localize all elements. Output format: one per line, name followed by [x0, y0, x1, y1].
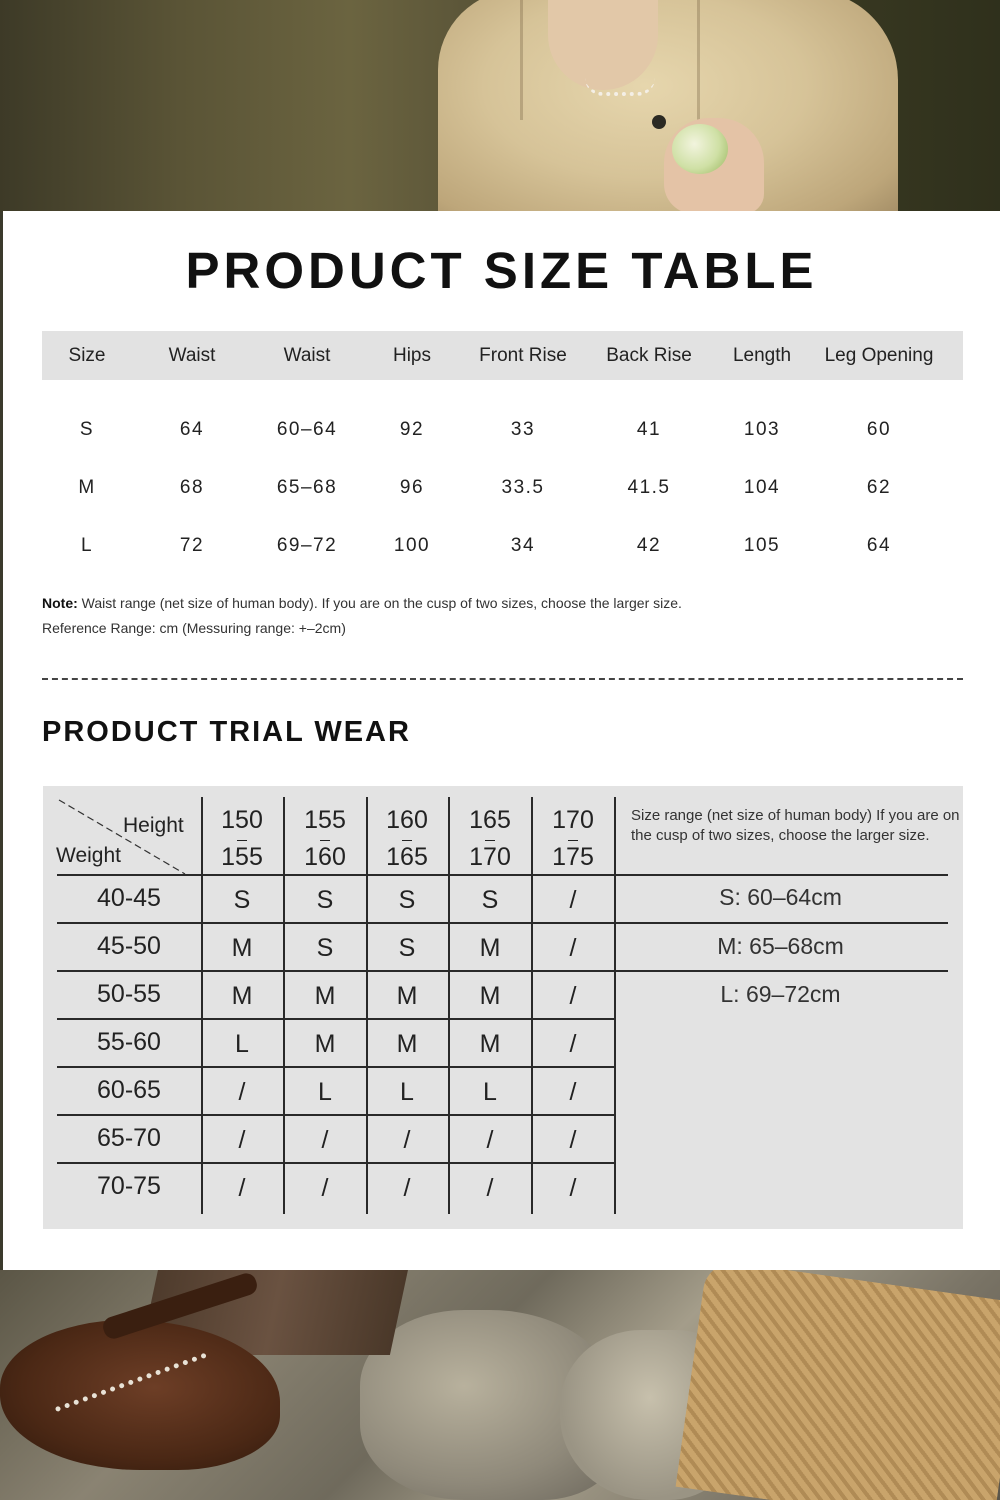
recommended-size-cell: / [569, 1125, 577, 1154]
height-dash [237, 840, 247, 841]
size-column-header: Size [68, 345, 106, 366]
size-table-cell: 41 [636, 419, 662, 440]
weight-range-cell: 65-70 [97, 1123, 161, 1152]
weight-range-cell: 70-75 [97, 1171, 161, 1200]
recommended-size-cell: M [479, 1029, 501, 1058]
size-table-cell: 100 [393, 535, 431, 556]
height-top: 150 [221, 806, 263, 834]
height-top: 165 [469, 806, 511, 834]
size-table-cell: 105 [743, 535, 781, 556]
recommended-size-cell: / [321, 1125, 329, 1154]
size-table-cell: 60–64 [276, 419, 338, 440]
recommended-size-cell: / [569, 1029, 577, 1058]
recommended-size-cell: L [400, 1077, 414, 1106]
recommended-size-cell: L [235, 1029, 249, 1058]
reference-range: Reference Range: cm (Messuring range: +–2cm) [42, 620, 346, 636]
recommended-size-cell: M [314, 1029, 336, 1058]
height-column-header [449, 802, 531, 876]
size-table-cell: 41.5 [627, 477, 671, 498]
recommended-size-cell: / [569, 981, 577, 1010]
weight-range-cell: 45-50 [97, 931, 161, 960]
weight-range-cell: 60-65 [97, 1075, 161, 1104]
size-column-header: Leg Opening [824, 345, 934, 366]
size-range-label: L: 69–72cm [720, 981, 841, 1007]
size-table-cell: M [78, 477, 96, 498]
size-table-cell: 92 [399, 419, 425, 440]
height-top: 170 [552, 806, 594, 834]
height-bottom: 170 [469, 843, 511, 871]
size-column-header: Hips [392, 345, 432, 366]
size-table-row [42, 468, 963, 508]
size-table-cell: 69–72 [276, 535, 338, 556]
height-column-header [366, 802, 448, 876]
height-bottom: 160 [304, 843, 346, 871]
size-table-cell: S [79, 419, 95, 440]
recommended-size-cell: M [231, 933, 253, 962]
height-bottom: 155 [221, 843, 263, 871]
recommended-size-cell: / [569, 1173, 577, 1202]
height-axis-label: Height [123, 814, 184, 837]
size-table-cell: 64 [179, 419, 205, 440]
recommended-size-cell: S [398, 933, 416, 962]
recommended-size-cell: L [483, 1077, 497, 1106]
size-table-cell: 33 [510, 419, 536, 440]
recommended-size-cell: / [321, 1173, 329, 1202]
size-table-row [42, 410, 963, 450]
size-table-cell: L [80, 535, 94, 556]
size-column-header: Front Rise [479, 345, 567, 366]
recommended-size-cell: L [318, 1077, 332, 1106]
recommended-size-cell: / [486, 1125, 494, 1154]
recommended-size-cell: S [398, 885, 416, 914]
size-table-cell: 68 [179, 477, 205, 498]
size-table-cell: 96 [399, 477, 425, 498]
trial-wear-title: PRODUCT TRIAL WEAR [42, 716, 411, 748]
size-table-cell: 104 [743, 477, 781, 498]
size-note: Note: Waist range (net size of human body). If you are on the cusp of two sizes, choose the larger size. [42, 595, 682, 611]
height-dash [320, 840, 330, 841]
recommended-size-cell: / [569, 933, 577, 962]
height-bottom: 175 [552, 843, 594, 871]
section-divider [42, 678, 963, 680]
recommended-size-cell: M [479, 981, 501, 1010]
size-table-cell: 60 [866, 419, 892, 440]
size-column-header: Back Rise [606, 345, 692, 366]
height-dash [402, 840, 412, 841]
recommended-size-cell: M [479, 933, 501, 962]
recommended-size-cell: / [486, 1173, 494, 1202]
recommended-size-cell: M [314, 981, 336, 1010]
size-table-cell: 65–68 [276, 477, 338, 498]
size-table-cell: 103 [743, 419, 781, 440]
trial-wear-table [43, 786, 963, 1229]
recommended-size-cell: M [396, 1029, 418, 1058]
size-column-header: Length [732, 345, 792, 366]
height-column-header [201, 802, 283, 876]
size-table-cell: 34 [510, 535, 536, 556]
recommended-size-cell: / [238, 1125, 246, 1154]
size-range-label: M: 65–68cm [717, 933, 844, 959]
weight-range-cell: 50-55 [97, 979, 161, 1008]
recommended-size-cell: / [569, 1077, 577, 1106]
weight-axis-label: Weight [56, 844, 121, 867]
size-table-cell: 62 [866, 477, 892, 498]
recommended-size-cell: S [481, 885, 499, 914]
size-table-row [42, 526, 963, 566]
top-product-photo [0, 0, 1000, 212]
height-dash [568, 840, 578, 841]
size-table-cell: 64 [866, 535, 892, 556]
height-column-header [532, 802, 614, 876]
recommended-size-cell: / [238, 1077, 246, 1106]
weight-range-cell: 55-60 [97, 1027, 161, 1056]
size-chart-panel [3, 211, 1000, 1270]
size-column-header: Waist [283, 345, 331, 366]
size-table-cell: 42 [636, 535, 662, 556]
size-table-header [42, 331, 963, 380]
recommended-size-cell: / [403, 1173, 411, 1202]
recommended-size-cell: M [396, 981, 418, 1010]
size-range-label: S: 60–64cm [719, 884, 842, 910]
height-dash [485, 840, 495, 841]
height-top: 160 [386, 806, 428, 834]
height-bottom: 165 [386, 843, 428, 871]
recommended-size-cell: S [233, 885, 251, 914]
size-table-cell: 72 [179, 535, 205, 556]
size-table-cell: 33.5 [501, 477, 545, 498]
weight-range-cell: 40-45 [97, 883, 161, 912]
recommended-size-cell: / [403, 1125, 411, 1154]
size-table-title: PRODUCT SIZE TABLE [185, 242, 818, 299]
recommended-size-cell: S [316, 885, 334, 914]
height-top: 155 [304, 806, 346, 834]
height-column-header [284, 802, 366, 876]
size-column-header: Waist [168, 345, 216, 366]
bottom-product-photo [0, 1270, 1000, 1500]
recommended-size-cell: / [569, 885, 577, 914]
recommended-size-cell: / [238, 1173, 246, 1202]
size-range-note: Size range (net size of human body) If you are on the cusp of two sizes, choose the larger size. [631, 807, 960, 844]
recommended-size-cell: M [231, 981, 253, 1010]
recommended-size-cell: S [316, 933, 334, 962]
